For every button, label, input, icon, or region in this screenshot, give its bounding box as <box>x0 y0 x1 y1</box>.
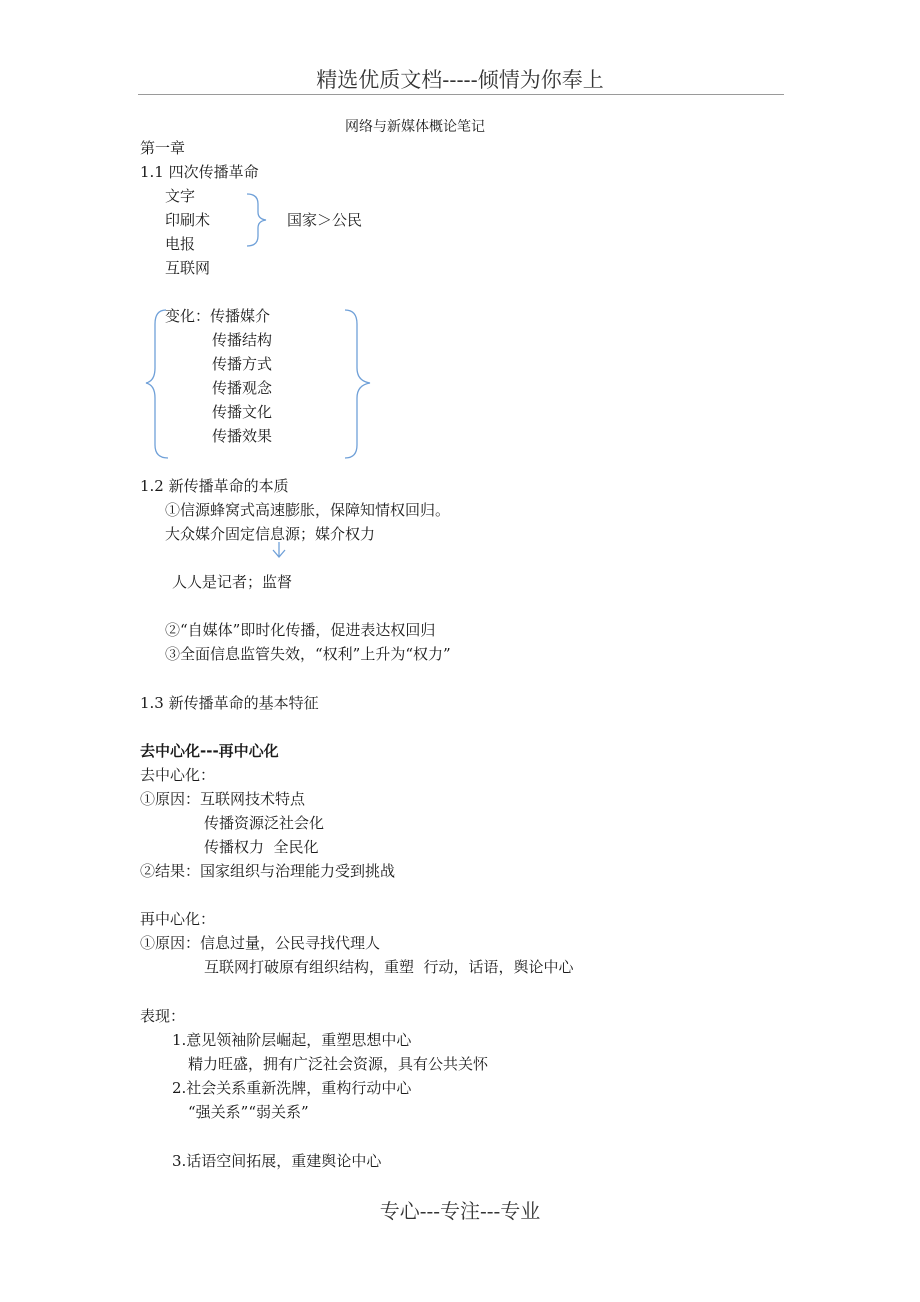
essence-point: ①信源蜂窝式高速膨胀，保障知情权回归。 <box>165 501 451 519</box>
recentralization-cause: 互联网打破原有组织结构，重塑 行动，话语，舆论中心 <box>204 958 574 976</box>
revolution-item: 印刷术 <box>165 211 211 229</box>
change-item: 传播效果 <box>212 427 273 445</box>
decentralization-cause: ①原因：互联网技术特点 <box>140 790 306 808</box>
section-1-1-heading: 1.1 四次传播革命 <box>140 163 259 181</box>
decentralization-cause: 传播资源泛社会化 <box>204 814 325 832</box>
essence-point: ③全面信息监管失效，“权利”上升为“权力” <box>165 645 451 663</box>
recentralization-heading: 再中心化： <box>140 910 216 928</box>
manifestation-item: 1.意见领袖阶层崛起，重塑思想中心 <box>172 1031 412 1049</box>
section-1-3-heading: 1.3 新传播革命的基本特征 <box>140 694 319 712</box>
right-brace-small <box>247 194 266 246</box>
bold-subheading: 去中心化---再中心化 <box>140 742 279 760</box>
revolution-item: 互联网 <box>165 259 211 277</box>
document-title: 网络与新媒体概论笔记 <box>345 119 485 135</box>
section-1-2-heading: 1.2 新传播革命的本质 <box>140 477 289 495</box>
change-item: 传播文化 <box>212 403 273 421</box>
down-arrow-icon <box>273 542 285 557</box>
decentralization-cause: 传播权力 全民化 <box>204 838 319 856</box>
essence-point: ②“自媒体”即时化传播，促进表达权回归 <box>165 621 436 639</box>
manifestation-item: 3.话语空间拓展，重建舆论中心 <box>172 1152 382 1170</box>
essence-detail: 人人是记者；监督 <box>172 573 293 591</box>
revolution-item: 文字 <box>165 187 196 205</box>
decentralization-result: ②结果：国家组织与治理能力受到挑战 <box>140 862 396 880</box>
recentralization-cause: ①原因：信息过量，公民寻找代理人 <box>140 934 381 952</box>
chapter-heading: 第一章 <box>140 139 186 157</box>
revolution-note: 国家＞公民 <box>287 211 363 229</box>
page-header: 精选优质文档-----倾情为你奉上 <box>316 68 604 92</box>
manifestation-detail: “强关系”“弱关系” <box>188 1103 309 1121</box>
manifestation-detail: 精力旺盛，拥有广泛社会资源，具有公共关怀 <box>188 1055 489 1073</box>
right-brace-large <box>345 310 370 458</box>
manifestation-heading: 表现： <box>140 1007 186 1025</box>
left-brace-large <box>146 310 168 458</box>
essence-detail: 大众媒介固定信息源；媒介权力 <box>165 525 376 543</box>
change-item: 传播方式 <box>212 355 273 373</box>
manifestation-item: 2.社会关系重新洗牌，重构行动中心 <box>172 1079 412 1097</box>
page-footer: 专心---专注---专业 <box>379 1199 541 1223</box>
decentralization-heading: 去中心化： <box>140 766 216 784</box>
change-item: 传播结构 <box>212 331 273 349</box>
change-item: 传播观念 <box>212 379 273 397</box>
change-item: 变化：传播媒介 <box>165 307 271 325</box>
revolution-item: 电报 <box>165 235 196 253</box>
